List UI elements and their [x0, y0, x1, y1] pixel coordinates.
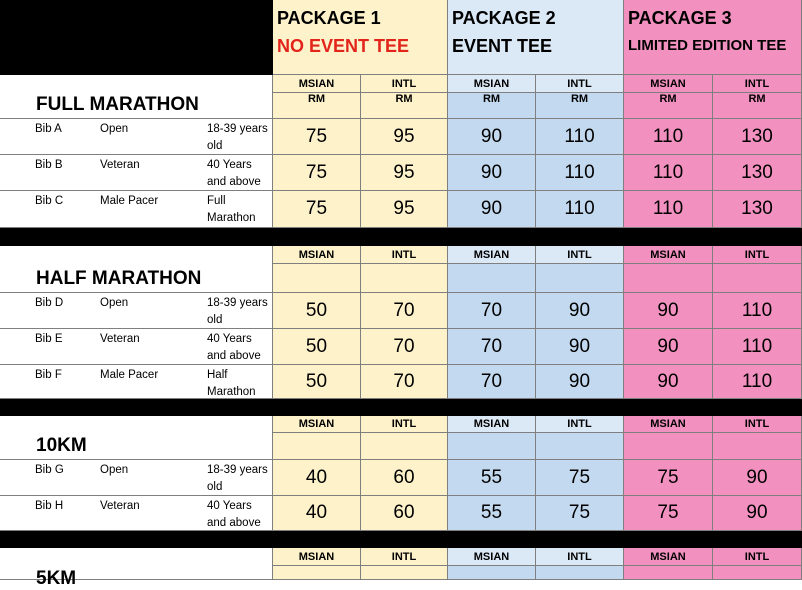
package-1-title: PACKAGE 1	[277, 8, 381, 28]
price-cell: 75	[273, 119, 361, 155]
category-label: Open	[100, 464, 129, 476]
col-intl: INTL	[361, 75, 448, 93]
package-1-subtitle: NO EVENT TEE	[277, 36, 410, 56]
category-label: Veteran	[100, 500, 140, 512]
col-intl: INTL	[713, 246, 802, 264]
section-title: HALF MARATHON	[36, 268, 202, 289]
price-cell: 110	[624, 191, 713, 228]
col-intl: INTL	[713, 75, 802, 93]
blank-cell	[536, 566, 624, 580]
price-cell: 95	[361, 119, 448, 155]
col-msian: MSIAN	[448, 548, 536, 566]
blank-cell	[713, 264, 802, 293]
package-1-header	[273, 0, 448, 75]
bib-label: Bib C	[35, 195, 64, 207]
price-cell: 60	[361, 496, 448, 531]
blank-cell	[624, 566, 713, 580]
currency-label: RM	[713, 93, 802, 119]
price-cell: 90	[624, 365, 713, 399]
blank-cell	[448, 433, 536, 460]
eligibility-label: 40 Years and above	[207, 159, 261, 188]
price-cell: 110	[536, 155, 624, 191]
col-intl: INTL	[713, 416, 802, 433]
price-cell: 90	[448, 155, 536, 191]
category-label: Male Pacer	[100, 369, 159, 381]
category-label: Open	[100, 123, 129, 135]
price-cell: 75	[536, 460, 624, 496]
section-divider	[0, 531, 802, 548]
price-cell: 90	[713, 460, 802, 496]
bib-label: Bib H	[35, 500, 64, 512]
package-3-title: PACKAGE 3	[628, 8, 732, 28]
col-intl: INTL	[361, 548, 448, 566]
eligibility-label: 18-39 years old	[207, 297, 268, 326]
col-msian: MSIAN	[448, 75, 536, 93]
price-cell: 60	[361, 460, 448, 496]
section-divider	[0, 399, 802, 416]
blank-cell	[361, 433, 448, 460]
eligibility-label: 18-39 years old	[207, 123, 268, 152]
eligibility-label: Half Marathon	[207, 369, 256, 398]
col-msian: MSIAN	[273, 75, 361, 93]
col-msian: MSIAN	[624, 75, 713, 93]
section-title: 5KM	[36, 568, 77, 589]
col-msian: MSIAN	[273, 416, 361, 433]
col-intl: INTL	[536, 75, 624, 93]
blank-cell	[536, 433, 624, 460]
col-intl: INTL	[713, 548, 802, 566]
price-cell: 110	[713, 365, 802, 399]
category-label: Veteran	[100, 159, 140, 171]
price-cell: 70	[361, 293, 448, 329]
col-msian: MSIAN	[624, 548, 713, 566]
price-cell: 75	[273, 155, 361, 191]
currency-label: RM	[536, 93, 624, 119]
blank-cell	[361, 264, 448, 293]
header-black-block	[0, 0, 273, 75]
price-cell: 70	[448, 293, 536, 329]
price-cell: 95	[361, 191, 448, 228]
col-msian: MSIAN	[624, 416, 713, 433]
price-cell: 90	[536, 293, 624, 329]
eligibility-label: 40 Years and above	[207, 500, 261, 529]
blank-cell	[448, 566, 536, 580]
price-cell: 90	[536, 365, 624, 399]
price-cell: 50	[273, 293, 361, 329]
price-cell: 130	[713, 155, 802, 191]
package-3-header	[624, 0, 802, 75]
currency-label: RM	[624, 93, 713, 119]
eligibility-label: Full Marathon	[207, 195, 256, 224]
col-msian: MSIAN	[273, 246, 361, 264]
bib-label: Bib G	[35, 464, 64, 476]
price-cell: 95	[361, 155, 448, 191]
price-cell: 70	[361, 365, 448, 399]
price-cell: 40	[273, 460, 361, 496]
blank-cell	[624, 433, 713, 460]
section-divider	[0, 228, 802, 246]
price-cell: 75	[536, 496, 624, 531]
blank-cell	[448, 264, 536, 293]
bib-label: Bib E	[35, 333, 63, 345]
blank-cell	[713, 433, 802, 460]
currency-label: RM	[273, 93, 361, 119]
col-msian: MSIAN	[273, 548, 361, 566]
price-cell: 75	[624, 460, 713, 496]
price-cell: 130	[713, 119, 802, 155]
price-cell: 75	[624, 496, 713, 531]
price-cell: 90	[624, 293, 713, 329]
currency-label: RM	[448, 93, 536, 119]
price-cell: 110	[536, 191, 624, 228]
category-label: Veteran	[100, 333, 140, 345]
price-cell: 70	[448, 365, 536, 399]
section-title: FULL MARATHON	[36, 94, 199, 115]
price-cell: 55	[448, 460, 536, 496]
col-intl: INTL	[536, 416, 624, 433]
price-cell: 90	[713, 496, 802, 531]
category-label: Open	[100, 297, 129, 309]
category-label: Male Pacer	[100, 195, 159, 207]
package-2-title: PACKAGE 2	[452, 8, 556, 28]
bib-label: Bib B	[35, 159, 63, 171]
package-3-subtitle: LIMITED EDITION TEE	[628, 37, 787, 54]
col-msian: MSIAN	[448, 416, 536, 433]
price-cell: 110	[713, 329, 802, 365]
col-intl: INTL	[536, 246, 624, 264]
blank-cell	[273, 566, 361, 580]
bib-label: Bib D	[35, 297, 64, 309]
blank-cell	[361, 566, 448, 580]
price-cell: 40	[273, 496, 361, 531]
blank-cell	[624, 264, 713, 293]
section-title: 10KM	[36, 435, 87, 456]
col-msian: MSIAN	[624, 246, 713, 264]
currency-label: RM	[361, 93, 448, 119]
price-cell: 110	[536, 119, 624, 155]
price-cell: 110	[624, 119, 713, 155]
price-cell: 110	[624, 155, 713, 191]
price-cell: 90	[536, 329, 624, 365]
price-cell: 70	[448, 329, 536, 365]
bib-label: Bib F	[35, 369, 62, 381]
package-2-subtitle: EVENT TEE	[452, 36, 553, 56]
price-cell: 50	[273, 329, 361, 365]
price-cell: 90	[624, 329, 713, 365]
price-cell: 110	[713, 293, 802, 329]
price-cell: 50	[273, 365, 361, 399]
price-cell: 70	[361, 329, 448, 365]
eligibility-label: 18-39 years old	[207, 464, 268, 493]
col-msian: MSIAN	[448, 246, 536, 264]
bib-label: Bib A	[35, 123, 62, 135]
col-intl: INTL	[361, 416, 448, 433]
blank-cell	[713, 566, 802, 580]
col-intl: INTL	[361, 246, 448, 264]
blank-cell	[273, 433, 361, 460]
eligibility-label: 40 Years and above	[207, 333, 261, 362]
blank-cell	[273, 264, 361, 293]
col-intl: INTL	[536, 548, 624, 566]
price-cell: 90	[448, 119, 536, 155]
blank-cell	[536, 264, 624, 293]
price-cell: 75	[273, 191, 361, 228]
package-2-header	[448, 0, 624, 75]
price-cell: 55	[448, 496, 536, 531]
price-cell: 130	[713, 191, 802, 228]
price-cell: 90	[448, 191, 536, 228]
